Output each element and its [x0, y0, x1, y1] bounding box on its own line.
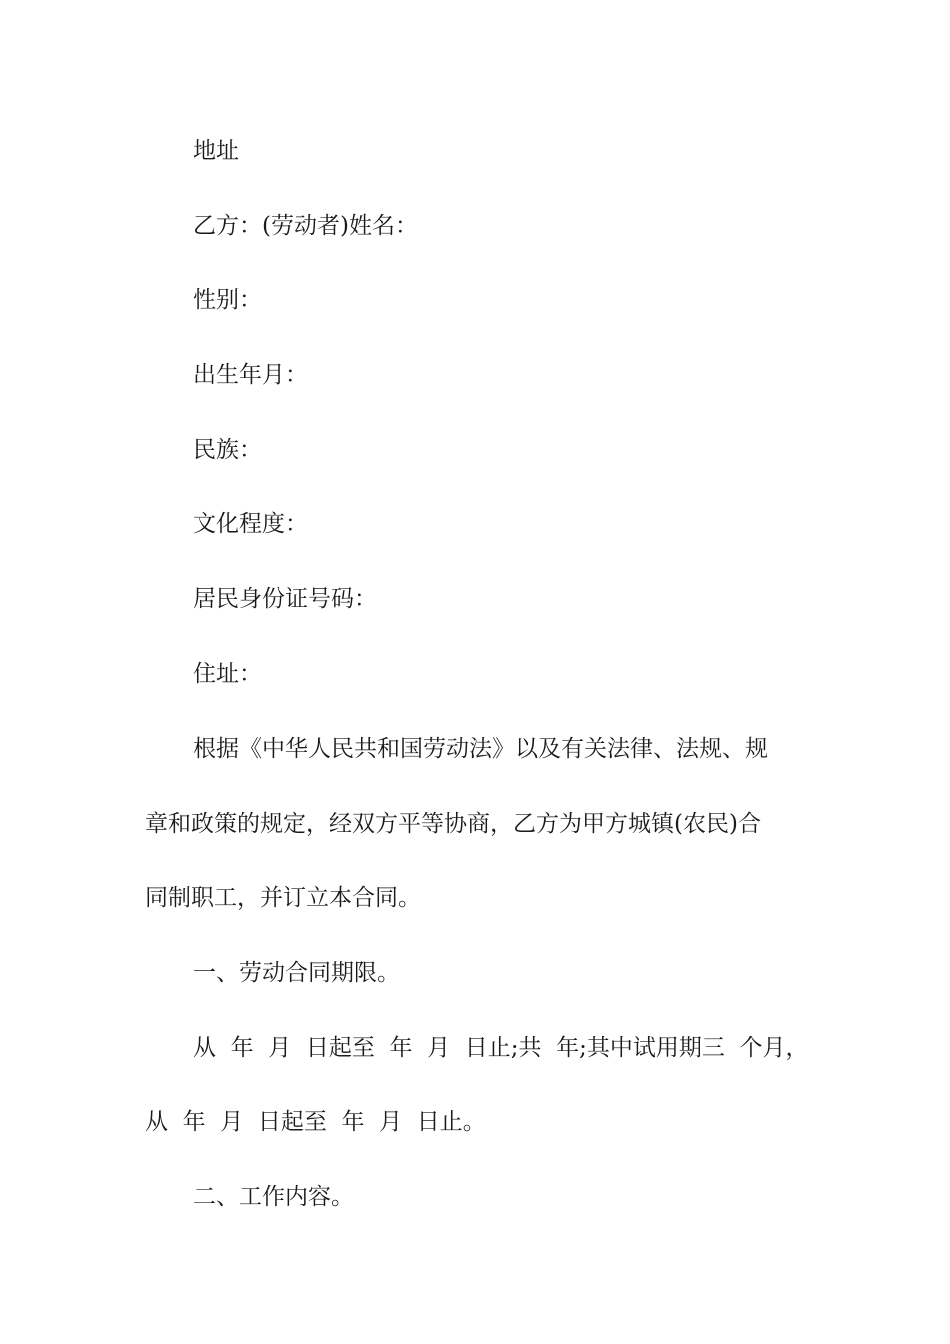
ethnicity-line: 民族：	[193, 437, 262, 463]
party-b-name-line: 乙方：(劳动者)姓名：	[193, 213, 418, 239]
preamble-line-1: 根据《中华人民共和国劳动法》以及有关法律、法规、规	[193, 736, 768, 762]
contract-term-line-2: 从 年 月 日起至 年 月 日止。	[145, 1109, 486, 1135]
residence-line: 住址：	[193, 661, 262, 687]
preamble-line-2: 章和政策的规定，经双方平等协商，乙方为甲方城镇(农民)合	[145, 811, 761, 837]
birth-date-line: 出生年月：	[193, 362, 308, 388]
contract-term-line-1: 从 年 月 日起至 年 月 日止;共 年;其中试用期三 个月，	[193, 1035, 809, 1061]
gender-line: 性别：	[193, 287, 262, 313]
address-line: 地址	[193, 138, 239, 164]
preamble-line-3: 同制职工，并订立本合同。	[145, 885, 421, 911]
section-2-heading: 二、工作内容。	[193, 1184, 354, 1210]
section-1-heading: 一、劳动合同期限。	[193, 960, 400, 986]
id-number-line: 居民身份证号码：	[193, 586, 377, 612]
education-line: 文化程度：	[193, 511, 308, 537]
